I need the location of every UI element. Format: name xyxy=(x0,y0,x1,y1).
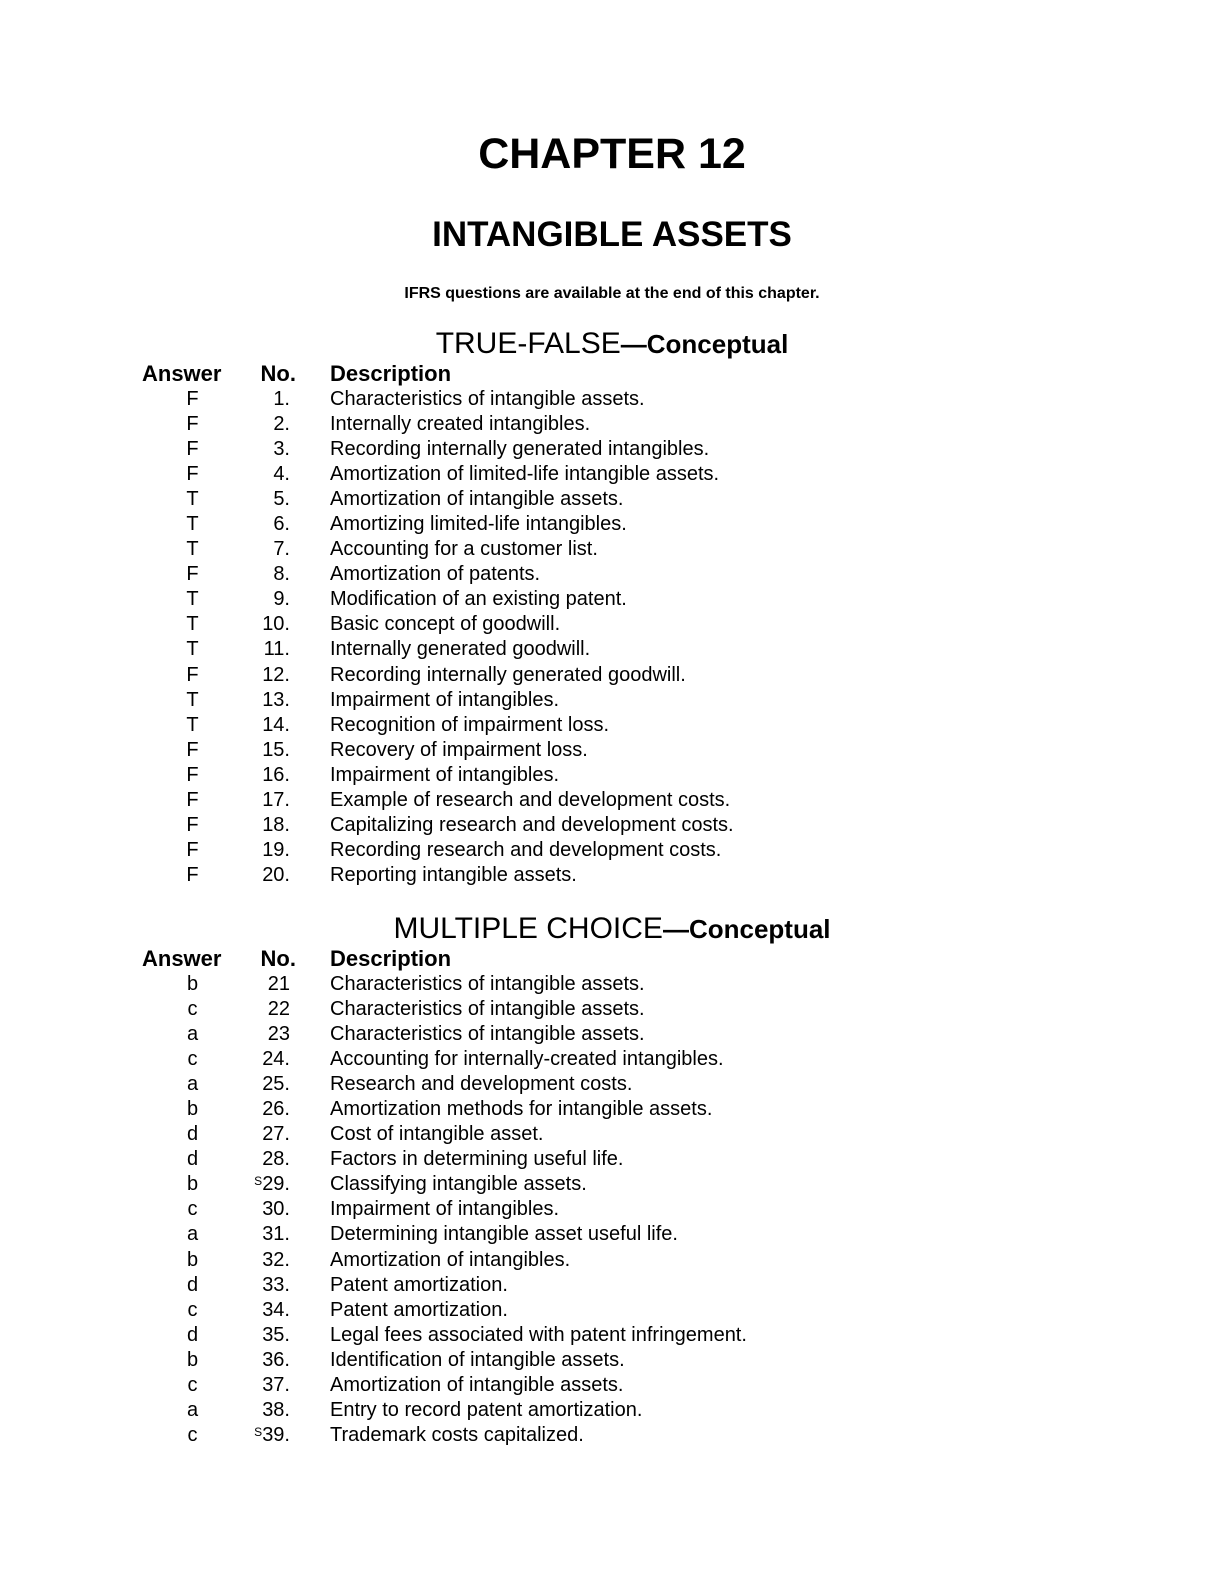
question-number-cell xyxy=(230,1147,290,1172)
description-cell: Recovery of impairment loss. xyxy=(330,738,588,761)
question-number-cell xyxy=(230,1097,290,1122)
question-row xyxy=(0,1147,1224,1172)
description-cell: Recognition of impairment loss. xyxy=(330,713,610,736)
answer-cell: T xyxy=(186,588,199,611)
question-number: 27. xyxy=(262,1123,290,1146)
question-number: 29. xyxy=(262,1173,290,1196)
answer-cell: d xyxy=(186,1148,199,1171)
question-number: 4. xyxy=(273,463,290,486)
question-number: 8. xyxy=(273,563,290,586)
answer-cell: F xyxy=(186,438,199,461)
description-cell: Classifying intangible assets. xyxy=(330,1173,587,1196)
question-number-cell xyxy=(230,587,290,612)
question-row xyxy=(0,688,1224,713)
question-row xyxy=(0,813,1224,838)
question-number-cell xyxy=(230,562,290,587)
answer-cell: T xyxy=(186,713,199,736)
question-row xyxy=(0,1398,1224,1423)
question-number: 36. xyxy=(262,1348,290,1371)
question-row xyxy=(0,587,1224,612)
answer-cell: F xyxy=(186,388,199,410)
answer-cell: d xyxy=(186,1123,199,1146)
question-number: 7. xyxy=(273,538,290,561)
description-cell: Example of research and development costs. xyxy=(330,788,731,811)
question-number: 1. xyxy=(273,388,290,410)
answer-cell: F xyxy=(186,663,199,686)
question-number: 38. xyxy=(262,1398,290,1421)
number-column-header: No. xyxy=(260,946,296,971)
question-number-cell xyxy=(230,437,290,462)
question-number-cell xyxy=(230,1298,290,1323)
description-cell: Amortization methods for intangible assets. xyxy=(330,1098,713,1121)
question-number: 33. xyxy=(262,1273,290,1296)
question-number-cell xyxy=(230,738,290,763)
answer-cell: b xyxy=(186,1248,199,1271)
section-heading-main: MULTIPLE CHOICE xyxy=(393,912,663,945)
question-number: 22 xyxy=(267,998,290,1021)
question-number-cell xyxy=(230,412,290,437)
answer-cell: b xyxy=(186,1173,199,1196)
question-row xyxy=(0,612,1224,637)
question-number-cell xyxy=(230,1373,290,1398)
question-number-cell xyxy=(230,1072,290,1097)
true-false-section xyxy=(0,327,1224,888)
question-row xyxy=(0,537,1224,562)
question-row xyxy=(0,487,1224,512)
answer-cell: a xyxy=(186,1073,199,1096)
answer-column-header: Answer xyxy=(142,946,222,971)
description-cell: Impairment of intangibles. xyxy=(330,763,560,786)
description-column-header: Description xyxy=(330,361,452,386)
question-number-cell xyxy=(230,838,290,863)
question-number-cell xyxy=(230,1172,290,1197)
multiple-choice-heading xyxy=(0,912,1224,946)
question-row xyxy=(0,1172,1224,1197)
question-number: 6. xyxy=(273,513,290,536)
description-cell: Accounting for internally-created intangibles. xyxy=(330,1048,724,1071)
description-cell: Determining intangible asset useful life. xyxy=(330,1223,678,1246)
question-number-cell xyxy=(230,1348,290,1373)
question-row xyxy=(0,1222,1224,1247)
question-row xyxy=(0,997,1224,1022)
question-row xyxy=(0,1348,1224,1373)
question-row xyxy=(0,1097,1224,1122)
question-number-cell xyxy=(230,713,290,738)
multiple-choice-section xyxy=(0,912,1224,1448)
description-cell: Impairment of intangibles. xyxy=(330,1198,560,1221)
description-cell: Entry to record patent amortization. xyxy=(330,1398,643,1421)
question-number: 35. xyxy=(262,1323,290,1346)
question-row xyxy=(0,763,1224,788)
question-number: 16. xyxy=(262,763,290,786)
question-row xyxy=(0,1298,1224,1323)
question-number: 26. xyxy=(262,1098,290,1121)
question-number: 21 xyxy=(267,973,290,995)
question-row xyxy=(0,562,1224,587)
question-row xyxy=(0,738,1224,763)
question-number-cell xyxy=(230,387,290,412)
question-number: 39. xyxy=(262,1423,290,1446)
answer-cell: T xyxy=(186,613,199,636)
question-row xyxy=(0,1373,1224,1398)
description-cell: Identification of intangible assets. xyxy=(330,1348,625,1371)
number-column-header: No. xyxy=(260,361,296,386)
answer-cell: T xyxy=(186,538,199,561)
description-cell: Internally generated goodwill. xyxy=(330,638,591,661)
question-row xyxy=(0,637,1224,662)
answer-cell: c xyxy=(187,1048,198,1071)
column-header-row xyxy=(0,946,1224,972)
question-number: 14. xyxy=(262,713,290,736)
question-number: 10. xyxy=(262,613,290,636)
question-number-cell xyxy=(230,1398,290,1423)
description-cell: Impairment of intangibles. xyxy=(330,688,560,711)
section-heading-sub: —Conceptual xyxy=(620,329,789,359)
supplement-marker: S xyxy=(254,1174,263,1189)
question-number: 17. xyxy=(262,788,290,811)
answer-cell: F xyxy=(186,838,199,861)
question-number: 23 xyxy=(267,1023,290,1046)
description-cell: Research and development costs. xyxy=(330,1073,633,1096)
chapter-title: CHAPTER 12 xyxy=(478,130,746,178)
question-number: 34. xyxy=(262,1298,290,1321)
section-heading-main: TRUE-FALSE xyxy=(435,327,621,360)
question-row xyxy=(0,863,1224,888)
description-cell: Patent amortization. xyxy=(330,1298,508,1321)
question-row xyxy=(0,788,1224,813)
question-row xyxy=(0,1072,1224,1097)
answer-cell: F xyxy=(186,763,199,786)
question-row xyxy=(0,838,1224,863)
true-false-heading xyxy=(0,327,1224,361)
description-cell: Accounting for a customer list. xyxy=(330,538,598,561)
question-number-cell xyxy=(230,688,290,713)
question-row xyxy=(0,1197,1224,1222)
question-number: 13. xyxy=(262,688,290,711)
answer-cell: F xyxy=(186,863,199,886)
answer-cell: F xyxy=(186,563,199,586)
answer-cell: T xyxy=(186,688,199,711)
answer-cell: b xyxy=(186,1348,199,1371)
answer-cell: d xyxy=(186,1323,199,1346)
question-number: 2. xyxy=(273,413,290,436)
question-row xyxy=(0,462,1224,487)
answer-cell: F xyxy=(186,738,199,761)
question-row xyxy=(0,412,1224,437)
description-cell: Amortization of patents. xyxy=(330,563,541,586)
question-row xyxy=(0,1323,1224,1348)
description-cell: Amortization of intangibles. xyxy=(330,1248,571,1271)
question-number: 5. xyxy=(273,488,290,511)
answer-cell: c xyxy=(187,1198,198,1221)
description-cell: Characteristics of intangible assets. xyxy=(330,973,645,995)
question-row xyxy=(0,512,1224,537)
question-number: 31. xyxy=(262,1223,290,1246)
answer-cell: T xyxy=(186,488,199,511)
question-row xyxy=(0,437,1224,462)
description-cell: Basic concept of goodwill. xyxy=(330,613,561,636)
description-cell: Recording internally generated intangibles. xyxy=(330,438,710,461)
question-number: 3. xyxy=(273,438,290,461)
ifrs-note: IFRS questions are available at the end of this chapter. xyxy=(404,285,820,302)
description-cell: Patent amortization. xyxy=(330,1273,508,1296)
description-cell: Characteristics of intangible assets. xyxy=(330,1023,645,1046)
description-cell: Internally created intangibles. xyxy=(330,413,591,436)
question-number: 9. xyxy=(273,588,290,611)
answer-cell: a xyxy=(186,1023,199,1046)
description-cell: Modification of an existing patent. xyxy=(330,588,627,611)
description-cell: Trademark costs capitalized. xyxy=(330,1423,584,1446)
question-number-cell xyxy=(230,813,290,838)
description-cell: Characteristics of intangible assets. xyxy=(330,388,645,410)
true-false-rows xyxy=(0,387,1224,888)
question-number-cell xyxy=(230,512,290,537)
question-number: 11. xyxy=(263,638,290,661)
subject-title: INTANGIBLE ASSETS xyxy=(432,215,792,254)
question-number-cell xyxy=(230,637,290,662)
answer-cell: d xyxy=(186,1273,199,1296)
question-number-cell xyxy=(230,1222,290,1247)
question-number-cell xyxy=(230,1273,290,1298)
answer-cell: T xyxy=(186,513,199,536)
question-number: 24. xyxy=(262,1048,290,1071)
question-number-cell xyxy=(230,863,290,888)
question-number-cell xyxy=(230,997,290,1022)
question-number-cell xyxy=(230,1423,290,1448)
question-row xyxy=(0,1122,1224,1147)
answer-cell: F xyxy=(186,463,199,486)
question-number: 32. xyxy=(262,1248,290,1271)
question-number-cell xyxy=(230,462,290,487)
question-number-cell xyxy=(230,1197,290,1222)
description-cell: Amortization of intangible assets. xyxy=(330,1373,624,1396)
question-number-cell xyxy=(230,972,290,997)
question-row xyxy=(0,713,1224,738)
answer-cell: F xyxy=(186,413,199,436)
question-row xyxy=(0,663,1224,688)
question-row xyxy=(0,1248,1224,1273)
supplement-marker: S xyxy=(254,1424,263,1439)
question-number-cell xyxy=(230,1248,290,1273)
question-number: 19. xyxy=(262,838,290,861)
question-number: 15. xyxy=(262,738,290,761)
question-number: 18. xyxy=(262,813,290,836)
question-number-cell xyxy=(230,1047,290,1072)
answer-cell: c xyxy=(187,1298,198,1321)
description-cell: Cost of intangible asset. xyxy=(330,1123,544,1146)
answer-cell: b xyxy=(186,1098,199,1121)
question-number: 37. xyxy=(262,1373,290,1396)
description-cell: Capitalizing research and development costs. xyxy=(330,813,734,836)
answer-cell: F xyxy=(186,788,199,811)
description-cell: Recording internally generated goodwill. xyxy=(330,663,686,686)
question-row xyxy=(0,1047,1224,1072)
question-row xyxy=(0,387,1224,412)
description-cell: Factors in determining useful life. xyxy=(330,1148,624,1171)
question-number-cell xyxy=(230,487,290,512)
description-cell: Legal fees associated with patent infringement. xyxy=(330,1323,747,1346)
description-cell: Amortizing limited-life intangibles. xyxy=(330,513,627,536)
question-number-cell xyxy=(230,537,290,562)
question-number-cell xyxy=(230,788,290,813)
question-number-cell xyxy=(230,1022,290,1047)
multiple-choice-rows xyxy=(0,972,1224,1448)
answer-cell: b xyxy=(186,973,199,995)
question-row xyxy=(0,972,1224,997)
description-cell: Reporting intangible assets. xyxy=(330,863,577,886)
question-number: 30. xyxy=(262,1198,290,1221)
description-cell: Characteristics of intangible assets. xyxy=(330,998,645,1021)
question-number: 20. xyxy=(262,863,290,886)
question-row xyxy=(0,1273,1224,1298)
question-number-cell xyxy=(230,612,290,637)
question-row xyxy=(0,1022,1224,1047)
description-cell: Amortization of limited-life intangible assets. xyxy=(330,463,720,486)
answer-cell: T xyxy=(186,638,199,661)
question-number-cell xyxy=(230,763,290,788)
question-number: 25. xyxy=(262,1073,290,1096)
answer-cell: c xyxy=(187,998,198,1021)
question-number: 28. xyxy=(262,1148,290,1171)
description-column-header: Description xyxy=(330,946,452,971)
question-number: 12. xyxy=(262,663,290,686)
description-cell: Amortization of intangible assets. xyxy=(330,488,624,511)
question-number-cell xyxy=(230,1323,290,1348)
column-header-row xyxy=(0,361,1224,387)
question-number-cell xyxy=(230,663,290,688)
question-number-cell xyxy=(230,1122,290,1147)
answer-cell: F xyxy=(186,813,199,836)
question-row xyxy=(0,1423,1224,1448)
answer-cell: a xyxy=(186,1223,199,1246)
section-heading-sub: —Conceptual xyxy=(662,914,831,944)
answer-column-header: Answer xyxy=(142,361,222,386)
answer-cell: c xyxy=(187,1423,198,1446)
answer-cell: a xyxy=(186,1398,199,1421)
answer-cell: c xyxy=(187,1373,198,1396)
description-cell: Recording research and development costs. xyxy=(330,838,722,861)
